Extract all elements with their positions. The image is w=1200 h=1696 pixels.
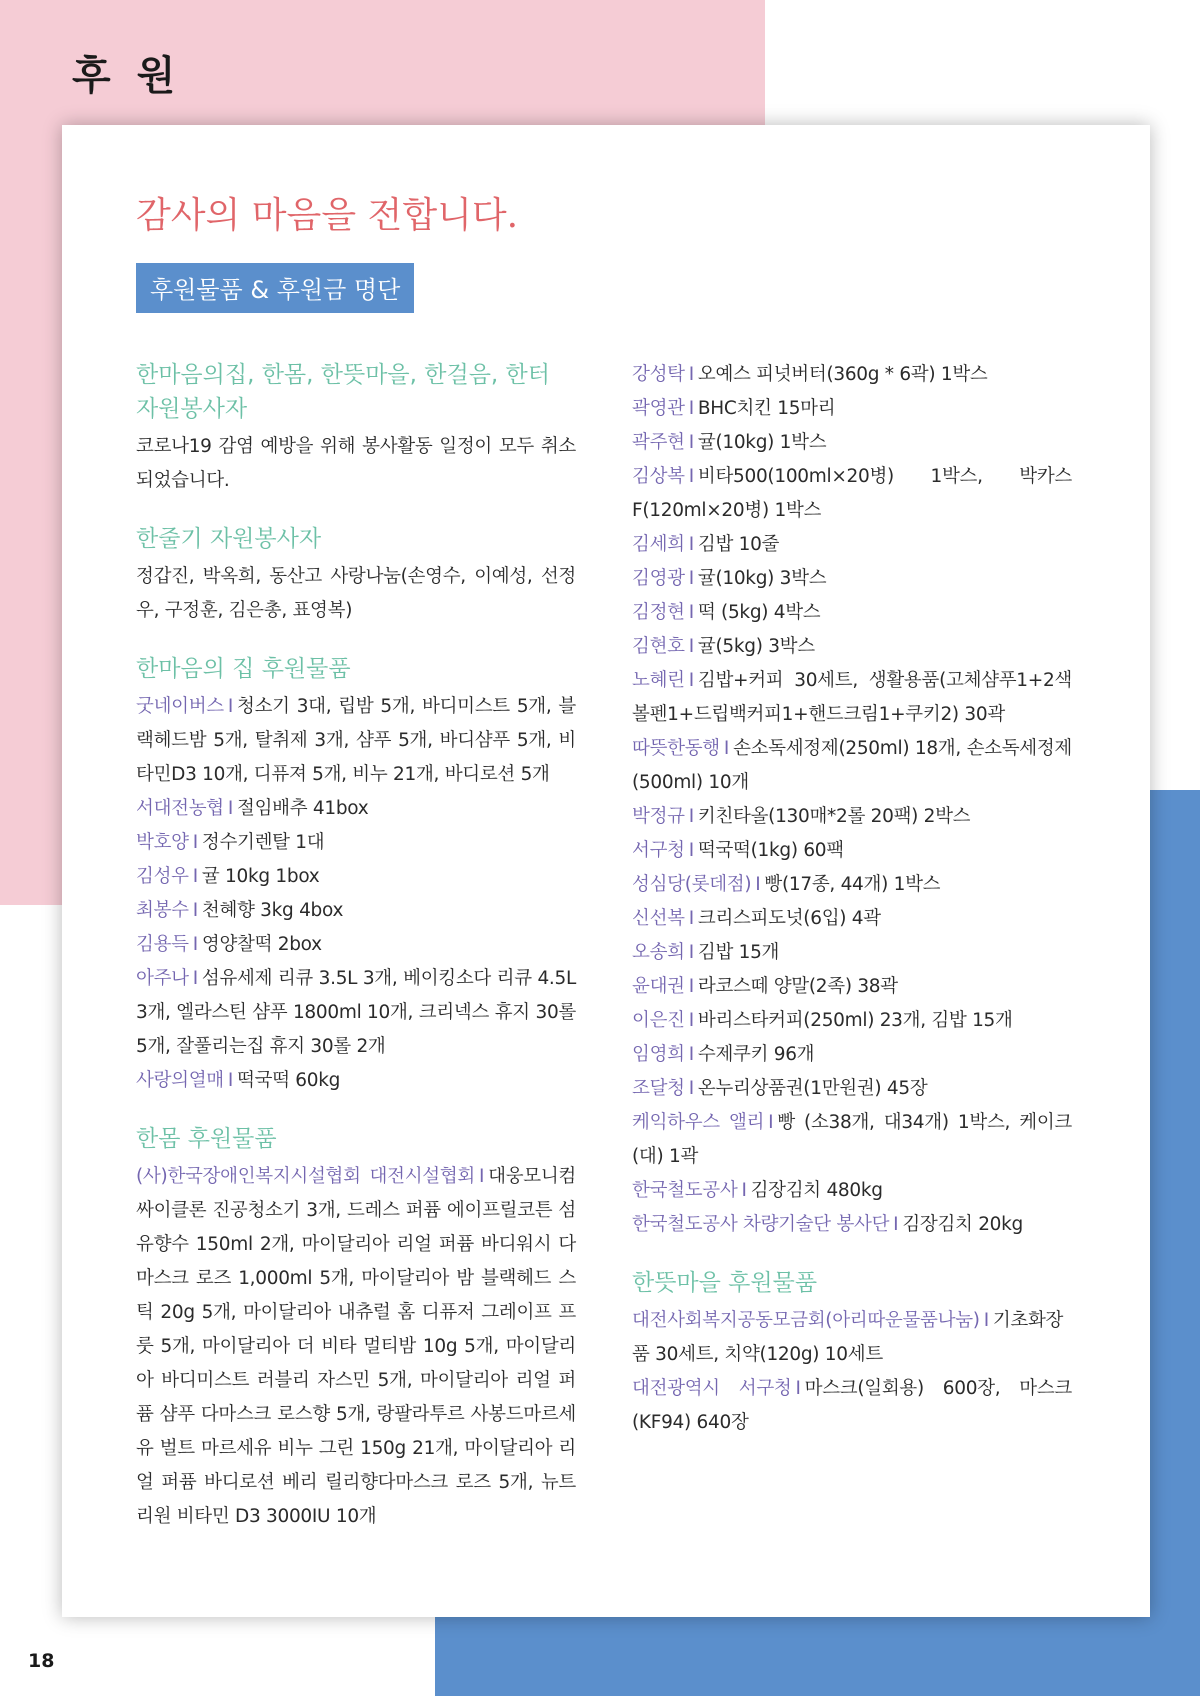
donor-name: 조달청 [632,1078,685,1099]
donor-name: 오송희 [632,942,685,963]
donor-name: 따뜻한동행 [632,738,720,759]
group-text: 정갑진, 박옥희, 동산고 사랑나눔(손영수, 이예성, 선정우, 구정훈, 김은총, 표영복) [136,566,576,621]
donated-items: 비타500(100ml×20병) 1박스, 박카스F(120ml×20병) 1박스 [632,466,1072,521]
group-hanmom-donations-continued [632,358,1072,1242]
donation-entry [632,800,1072,834]
donor-name: 김정현 [632,602,685,623]
donated-items: 대웅모니컴 싸이클론 진공청소기 3개, 드레스 퍼퓸 에이프릴코튼 섬유향수 150ml 2개, 마이달리아 리얼 퍼퓸 바디워시 다마스크 로즈 1,000ml 5개, 마이달리아 밤 블랙헤드 스틱 20g 5개, 마이달리아 내츄럴 홈 디퓨저 그레이프 프룻 5개, 마이달리아 더 비타 멀티밤 10g 5개, 마이달리아 바디미스트 러블리 자스민 5개, 마이달리아 리얼 퍼퓸 샴푸 다마스크 로스향 5개, 랑팔라투르 사봉드마르세유 벌트 마르세유 비누 그린 150g 21개, 마이달리아 리얼 퍼퓸 바디로션 베리 릴리향다마스크 로즈 5개, 뉴트리원 비타민 D3 3000IU 10개 [136,1166,576,1527]
donor-name: 김영광 [632,568,685,589]
donated-items: 김장김치 480kg [750,1180,883,1201]
page-number: 18 [28,1650,55,1672]
donation-entry [136,928,576,962]
donor-name: 김상복 [632,466,685,487]
donation-entry [632,732,1072,800]
separator: I [688,1078,694,1099]
group-heading: 한마음의집, 한몸, 한뜻마을, 한걸음, 한터 자원봉사자 [136,362,550,422]
donor-name: 노혜린 [632,670,685,691]
donor-name: 최봉수 [136,900,189,921]
donation-entry [632,868,1072,902]
donation-entry [136,894,576,928]
right-column [632,358,1072,1464]
group-hanmaeum-donations [136,652,576,1098]
donor-name: 성심당(롯데점) [632,874,752,895]
donated-items: 키친타올(130매*2롤 20팩) 2박스 [697,806,971,827]
donor-name: 사랑의열매 [136,1070,224,1091]
donation-entry [632,630,1072,664]
donation-entry [136,826,576,860]
donor-name: 곽영관 [632,398,685,419]
separator: I [688,1044,694,1065]
separator: I [227,798,234,819]
separator: I [688,670,694,691]
donor-name: 대전사회복지공동모금회(아리따운물품나눔) [632,1310,980,1331]
donated-items: 빵(17종, 44개) 1박스 [764,874,941,895]
donated-items: 크리스피도넛(6입) 4곽 [697,908,881,929]
group-text: 코로나19 감염 예방을 위해 봉사활동 일정이 모두 취소되었습니다. [136,436,576,491]
donor-name: 박정규 [632,806,685,827]
group-heading: 한몸 후원물품 [136,1126,277,1152]
donation-entry [632,1038,1072,1072]
separator: I [688,840,694,861]
donor-name: 박호양 [136,832,189,853]
card-subtitle-badge: 후원물품 & 후원금 명단 [136,263,414,313]
donation-entry [632,1106,1072,1174]
separator: I [688,806,694,827]
group-hanmom-donations [136,1122,576,1534]
donor-name: 김용득 [136,934,189,955]
donated-items: 영양찰떡 2box [201,934,322,955]
donor-name: 이은진 [632,1010,685,1031]
donated-items: 오예스 피넛버터(360g * 6곽) 1박스 [697,364,988,385]
donation-entry [632,970,1072,1004]
donated-items: 기초화장품 30세트, 치약(120g) 10세트 [632,1310,1064,1365]
separator: I [688,1010,694,1031]
donor-name: 아주나 [136,968,189,989]
group-heading: 한줄기 자원봉사자 [136,526,322,552]
donation-entry [136,1064,576,1098]
separator: I [723,738,730,759]
donor-name: 곽주현 [632,432,685,453]
donation-entry [632,1004,1072,1038]
donated-items: 청소기 3대, 립밤 5개, 바디미스트 5개, 블랙헤드밤 5개, 탈취제 3개, 샴푸 5개, 바디샴푸 5개, 비타민D3 10개, 디퓨져 5개, 비누 21개, 바디로션 5개 [136,696,576,785]
separator: I [227,696,234,717]
separator: I [192,832,198,853]
donation-entry [136,792,576,826]
left-column [136,358,576,1558]
donor-name: 한국철도공사 차량기술단 봉사단 [632,1214,890,1235]
donated-items: 섬유세제 리큐 3.5L 3개, 베이킹소다 리큐 4.5L 3개, 엘라스틴 샴푸 1800ml 10개, 크리넥스 휴지 30롤 5개, 잘풀리는집 휴지 30롤 2개 [136,968,576,1057]
donor-name: 김현호 [632,636,685,657]
donation-list [136,690,576,1098]
separator: I [192,968,198,989]
donation-entry [632,1372,1072,1440]
donation-entry [136,1160,576,1534]
group-hanjulgi-volunteers [136,522,576,628]
donor-name: 윤대권 [632,976,685,997]
group-heading: 한뜻마을 후원물품 [632,1270,818,1296]
donated-items: 절임배추 41box [237,798,369,819]
donated-items: 김밥+커피 30세트, 생활용품(고체샴푸1+2색볼펜1+드립백커피1+핸드크림1+쿠키2) 30곽 [632,670,1072,725]
separator: I [192,900,198,921]
separator: I [688,364,694,385]
donation-entry [136,962,576,1064]
separator: I [227,1070,234,1091]
donor-name: 김성우 [136,866,189,887]
donation-list [632,1304,1072,1440]
separator: I [983,1310,989,1331]
donated-items: 정수기렌탈 1대 [201,832,325,853]
separator: I [192,866,198,887]
separator: I [688,534,694,555]
separator: I [688,432,694,453]
group-handdeut-donations [632,1266,1072,1440]
donor-name: 김세희 [632,534,685,555]
donor-name: 신선복 [632,908,685,929]
separator: I [688,602,694,623]
donation-entry [632,426,1072,460]
donation-list [136,1160,576,1534]
donated-items: 온누리상품권(1만원권) 45장 [697,1078,928,1099]
separator: I [688,398,694,419]
donation-list [632,358,1072,1242]
donated-items: 라코스떼 양말(2족) 38곽 [697,976,898,997]
donation-entry [632,596,1072,630]
separator: I [741,1180,747,1201]
donated-items: 떡국떡(1kg) 60팩 [697,840,844,861]
donated-items: 수제쿠키 96개 [697,1044,815,1065]
donated-items: BHC치킨 15마리 [697,398,836,419]
donation-entry [632,1072,1072,1106]
separator: I [755,874,761,895]
donated-items: 떡 (5kg) 4박스 [697,602,821,623]
donation-entry [632,1174,1072,1208]
donated-items: 손소독세정제(250ml) 18개, 손소독세정제(500ml) 10개 [632,738,1072,793]
donation-entry [136,860,576,894]
donation-entry [632,528,1072,562]
donation-entry [632,1304,1072,1372]
group-volunteers-all [136,358,576,498]
separator: I [192,934,198,955]
donated-items: 바리스타커피(250ml) 23개, 김밥 15개 [697,1010,1013,1031]
separator: I [688,466,694,487]
separator: I [893,1214,899,1235]
donated-items: 천혜향 3kg 4box [201,900,344,921]
donor-name: 강성탁 [632,364,685,385]
donor-name: 임영희 [632,1044,685,1065]
donation-entry [632,1208,1072,1242]
donor-name: 한국철도공사 [632,1180,738,1201]
donation-entry [632,392,1072,426]
separator: I [688,568,694,589]
separator: I [688,908,694,929]
donor-name: 대전광역시 서구청 [632,1378,792,1399]
separator: I [768,1112,774,1133]
donor-name: 케익하우스 앨리 [632,1112,765,1133]
donor-name: 서대전농협 [136,798,224,819]
donated-items: 김밥 15개 [697,942,780,963]
donation-entry [632,460,1072,528]
donor-name: 굿네이버스 [136,696,224,717]
donation-entry [632,358,1072,392]
card-title: 감사의 마음을 전합니다. [136,195,519,236]
donated-items: 귤 10kg 1box [201,866,320,887]
donation-entry [632,664,1072,732]
donor-list-card [62,125,1150,1617]
separator: I [688,636,694,657]
donor-name: (사)한국장애인복지시설협회 대전시설협회 [136,1166,475,1187]
group-heading: 한마음의 집 후원물품 [136,656,351,682]
donated-items: 빵 (소38개, 대34개) 1박스, 케이크(대) 1곽 [632,1112,1072,1167]
donation-entry [632,936,1072,970]
donation-entry [136,690,576,792]
donated-items: 귤(5kg) 3박스 [697,636,815,657]
separator: I [688,976,694,997]
section-heading: 후 원 [72,53,182,99]
donated-items: 김장김치 20kg [902,1214,1023,1235]
donation-entry [632,834,1072,868]
donated-items: 마스크(일회용) 600장, 마스크(KF94) 640장 [632,1378,1072,1433]
donated-items: 김밥 10줄 [697,534,780,555]
separator: I [688,942,694,963]
donor-name: 서구청 [632,840,685,861]
donation-entry [632,562,1072,596]
donated-items: 귤(10kg) 3박스 [697,568,827,589]
separator: I [478,1166,485,1187]
donated-items: 귤(10kg) 1박스 [697,432,827,453]
donation-entry [632,902,1072,936]
donated-items: 떡국떡 60kg [237,1070,341,1091]
separator: I [795,1378,801,1399]
